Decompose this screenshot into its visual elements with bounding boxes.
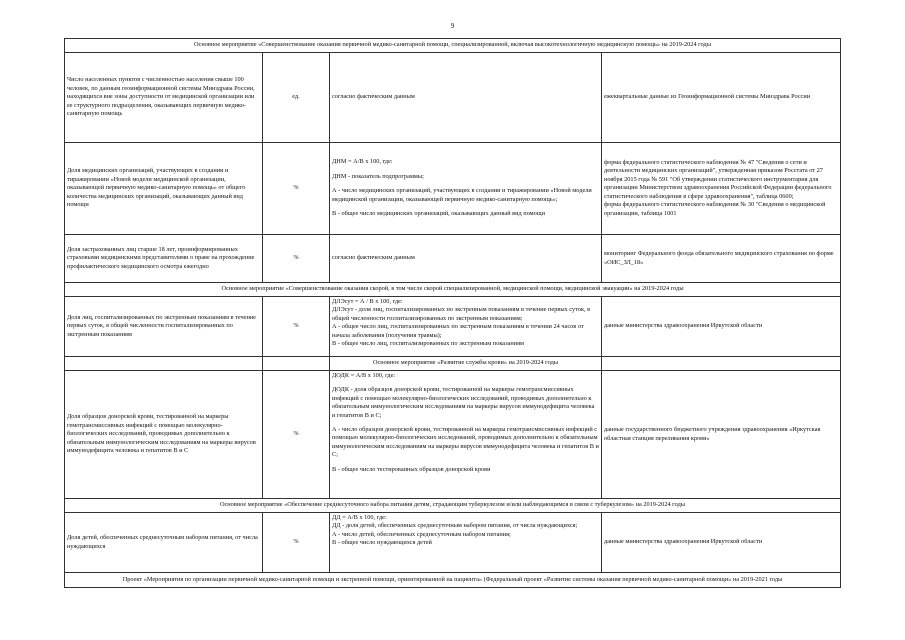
formula-line: ДЛЭсут - доля лиц, госпитализированных по экстренным показаниям в течение первых суток, в общей численности госпитализированных по экстренным показаниям;: [332, 306, 591, 322]
section-row: [65, 357, 841, 371]
page-number: 9: [450, 22, 455, 30]
table-row: [65, 53, 841, 143]
source-cell: мониторинг Федерального фонда обязательного медицинского страхования по форме «ОИС_ЗЛ_18»: [602, 235, 841, 283]
formula-line: А - число образцов донорской крови, тестированной на маркеры гемотрансмиссивных инфекций с помощью молекулярно-биологических исследований, проводимых дополнительно к обязательным иммунологическим исследованиям на маркеры вирусов иммунодефицита человека и гепатитов В и С;: [332, 426, 599, 459]
formula-line: ДНМ = А/В х 100, где:: [332, 158, 393, 166]
formula-line: ДД = А/В х 100, где:: [332, 514, 387, 521]
indicators-table: [64, 38, 841, 588]
method-cell: согласно фактическим данным: [330, 235, 602, 283]
source-line: форма федерального статистического наблюдения № 47 "Сведения о сети и деятельности медицинских организаций", утвержденная приказом Росстата от 27 ноября 2015 года № 591 "Об утверждении статистического инструментария для организации Министерством здравоохранения Российской Федерации федерального статистического наблюдения в сфере здравоохранения", таблица 0600;: [604, 159, 832, 200]
indicator-cell: Доля детей, обеспеченных среднесуточным набором питания, от числа нуждающихся: [65, 513, 263, 573]
formula-line: В - общее число нуждающихся детей: [332, 539, 432, 547]
source-cell: ежеквартальные данные из Геоинформационной системы Минздрава России: [602, 53, 841, 143]
unit-cell: ед.: [263, 53, 330, 143]
project-heading: Проект «Мероприятия по организации первичной медико-санитарной помощи и экстренной помощи, ориентированной на пациента» (Федеральный проект «Развитие системы оказания первичной медико-санитарной помощи» на 2019-2021 годы: [65, 573, 841, 588]
formula-line: ДОДК - доля образцов донорской крови, тестированной на маркеры гемотрансмиссивных инфекций с помощью молекулярно-биологических исследований, проводимых дополнительно к обязательным иммунологическим исследованиям на маркеры вирусов иммунодефицита человека и гепатитов В и С;: [332, 386, 595, 419]
method-cell: [330, 513, 602, 573]
method-cell: [330, 371, 602, 499]
table-row: [65, 143, 841, 235]
unit-cell: %: [263, 513, 330, 573]
unit-cell: %: [263, 143, 330, 235]
source-line: форма федерального статистического наблюдения № 30 "Сведения о медицинской организации, таблица 1001: [604, 201, 826, 217]
section-row: [65, 499, 841, 513]
formula-line: А - число медицинских организаций, участвующих в создании и тиражировании «Новой модели медицинской организации, оказывающей первичную медико-санитарную помощь»;: [332, 187, 592, 203]
indicator-cell: Доля образцов донорской крови, тестированной на маркеры гемотрансмиссивных инфекций с помощью молекулярно-биологических исследований, проводимых дополнительно к обязательным иммунологическим исследованиям на маркеры вирусов иммунодефицита человека и гепатитов В и С: [65, 371, 263, 499]
indicator-cell: Доля застрахованных лиц старше 18 лет, проинформированных страховыми медицинскими представителями о праве на прохождение профилактического медицинского осмотра ежегодно: [65, 235, 263, 283]
indicator-cell: Доля лиц, госпитализированных по экстренным показаниям в течение первых суток, в общей численности госпитализированных по экстренным показаниям: [65, 297, 263, 357]
section-row: [65, 573, 841, 588]
formula-line: ДЛЭсут = А / В х 100, где:: [332, 298, 403, 305]
table-row: [65, 235, 841, 283]
section-row: [65, 283, 841, 297]
table-row: [65, 513, 841, 573]
section-heading: Основное мероприятие «Совершенствование оказания первичной медико-санитарной помощи, специализированной, включая высокотехнологичную медицинскую помощь» на 2019-2024 годы: [65, 39, 841, 53]
table-row: [65, 371, 841, 499]
formula-line: ДД - доля детей, обеспеченных среднесуточным набором питания, от числа нуждающихся;: [332, 522, 578, 530]
method-cell: согласно фактическим данным: [330, 53, 602, 143]
section-heading: Основное мероприятие «Развитие службы крови» на 2019-2024 годы: [330, 357, 602, 371]
indicator-cell: Доля медицинских организаций, участвующих в создании и тиражировании «Новой модели медицинской организации, оказывающей первичную медико-санитарную помощь» от общего количества медицинских организаций, оказывающих данный вид помощи: [65, 143, 263, 235]
unit-cell: %: [263, 235, 330, 283]
formula-line: В - общее число медицинских организаций, оказывающих данный вид помощи: [332, 210, 546, 218]
method-cell: [330, 143, 602, 235]
formula-line: А - число детей, обеспеченных среднесуточным набором питания;: [332, 530, 511, 538]
source-cell: данные государственного бюджетного учреждения здравоохранения «Иркутская областная станция переливания крови»: [602, 371, 841, 499]
formula-line: ДОДК = А/В х 100, где:: [332, 372, 396, 379]
indicator-cell: Число населенных пунктов с численностью населения свыше 100 человек, по данным геоинформационной системы Минздрава России, находящихся вне зоны доступности от медицинской организации или ее структурного подразделения, оказывающих первичную медико-санитарную помощь: [65, 53, 263, 143]
formula-line: А - общее число лиц, госпитализированных по экстренным показаниям в течении 24 часов от начала заболевания (получения травмы);: [332, 323, 584, 339]
formula-line: В - общее число тестированных образцов донорской крови: [332, 465, 491, 473]
unit-cell: %: [263, 371, 330, 499]
source-cell: данные министерства здравоохранения Иркутской области: [602, 297, 841, 357]
unit-cell: %: [263, 297, 330, 357]
source-cell: [602, 143, 841, 235]
section-row: [65, 39, 841, 53]
section-heading: Основное мероприятие «Обеспечение среднесуточного набора питания детям, страдающим туберкулезом и/или наблюдающимся в связи с туберкулезом» на 2019-2024 годы: [65, 499, 841, 513]
formula-line: ДНМ - показатель подпрограммы;: [332, 172, 424, 180]
method-cell: [330, 297, 602, 357]
source-cell: данные министерства здравоохранения Иркутской области: [602, 513, 841, 573]
section-heading: Основное мероприятие «Совершенствование оказания скорой, в том числе скорой специализированной, медицинской помощи, медицинской эвакуации» на 2019-2024 годы: [65, 283, 841, 297]
formula-line: В - общее число лиц, госпитализированных по экстренным показаниям: [332, 340, 524, 348]
table-row: [65, 297, 841, 357]
